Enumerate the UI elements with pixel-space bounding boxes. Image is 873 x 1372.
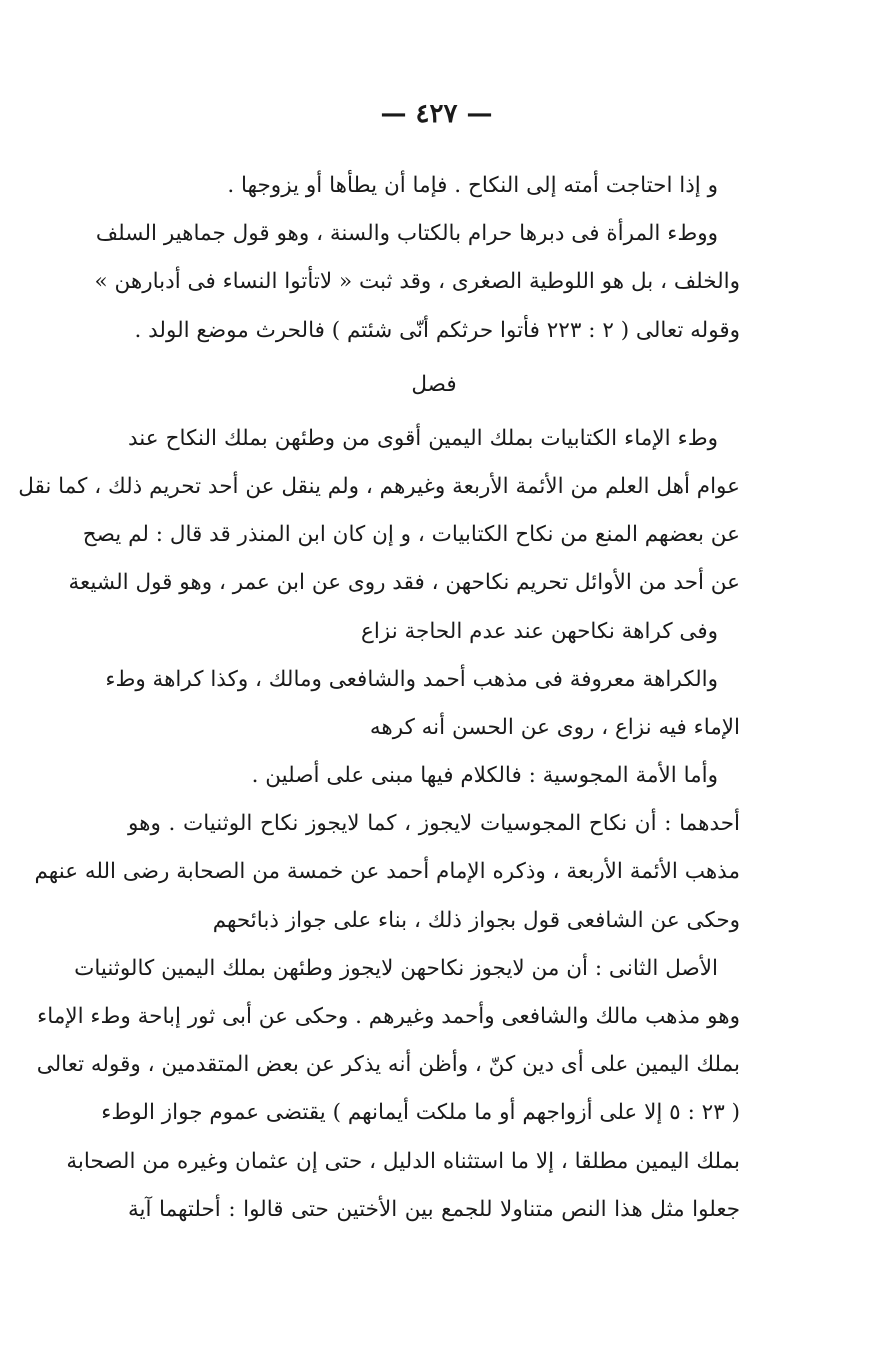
text-line: وحكى عن الشافعى قول بجواز ذلك ، بناء على جواز ذبائحهم <box>212 907 740 933</box>
text-line: وطء الإماء الكتابيات بملك اليمين أقوى من وطئهن بملك النكاح عند <box>128 425 718 451</box>
text-line: ووطء المرأة فى دبرها حرام بالكتاب والسنة ، وهو قول جماهير السلف <box>95 221 718 247</box>
text-line: أحدهما : أن نكاح المجوسيات لايجوز ، كما لايجوز نكاح الوثنيات . وهو <box>128 811 740 837</box>
text-line: بملك اليمين على أى دين كنّ ، وأظن أنه يذكر عن بعض المتقدمين ، وقوله تعالى <box>36 1052 740 1078</box>
text-line: وقوله تعالى ( ٢ : ٢٢٣ فأتوا حرثكم أنّى شئتم ) فالحرث موضع الولد . <box>134 317 740 343</box>
text-line: الأصل الثانى : أن من لايجوز نكاحهن لايجوز وطئهن بملك اليمين كالوثنيات <box>74 955 718 981</box>
body-text <box>18 162 740 1234</box>
text-line: بملك اليمين مطلقا ، إلا ما استثناه الدليل ، حتى إن عثمان وغيره من الصحابة <box>66 1148 740 1174</box>
text-line: والخلف ، بل هو اللوطية الصغرى ، وقد ثبت « لاتأتوا النساء فى أدبارهن » <box>94 269 740 295</box>
text-line: و إذا احتاجت أمته إلى النكاح . فإما أن يطأها أو يزوجها . <box>227 173 718 198</box>
text-line: ( ٢٣ : ٥ إلا على أزواجهم أو ما ملكت أيمانهم ) يقتضى عموم جواز الوطء <box>101 1100 740 1126</box>
text-line: مذهب الأئمة الأربعة ، وذكره الإمام أحمد عن خمسة من الصحابة رضى الله عنهم <box>34 859 740 885</box>
page-number: — ٤٢٧ — <box>380 99 493 129</box>
text-line: وأما الأمة المجوسية : فالكلام فيها مبنى على أصلين . <box>251 763 718 789</box>
text-line: الإماء فيه نزاع ، روى عن الحسن أنه كرهه <box>369 714 740 740</box>
text-line: عن بعضهم المنع من نكاح الكتابيات ، و إن كان ابن المنذر قد قال : لم يصح <box>82 522 740 548</box>
text-line: عوام أهل العلم من الأئمة الأربعة وغيرهم ، ولم ينقل عن أحد تحريم ذلك ، كما نقل <box>18 473 740 499</box>
text-line: جعلوا مثل هذا النص متناولا للجمع بين الأختين حتى قالوا : أحلتهما آية <box>128 1196 740 1222</box>
text-line: وفى كراهة نكاحهن عند عدم الحاجة نزاع <box>361 618 718 644</box>
section-heading: فصل <box>411 371 457 397</box>
text-line: عن أحد من الأوائل تحريم نكاحهن ، فقد روى عن ابن عمر ، وهو قول الشيعة <box>68 570 740 596</box>
text-line: وهو مذهب مالك والشافعى وأحمد وغيرهم . وحكى عن أبى ثور إباحة وطء الإماء <box>37 1004 740 1029</box>
text-line: والكراهة معروفة فى مذهب أحمد والشافعى ومالك ، وكذا كراهة وطء <box>105 666 718 692</box>
